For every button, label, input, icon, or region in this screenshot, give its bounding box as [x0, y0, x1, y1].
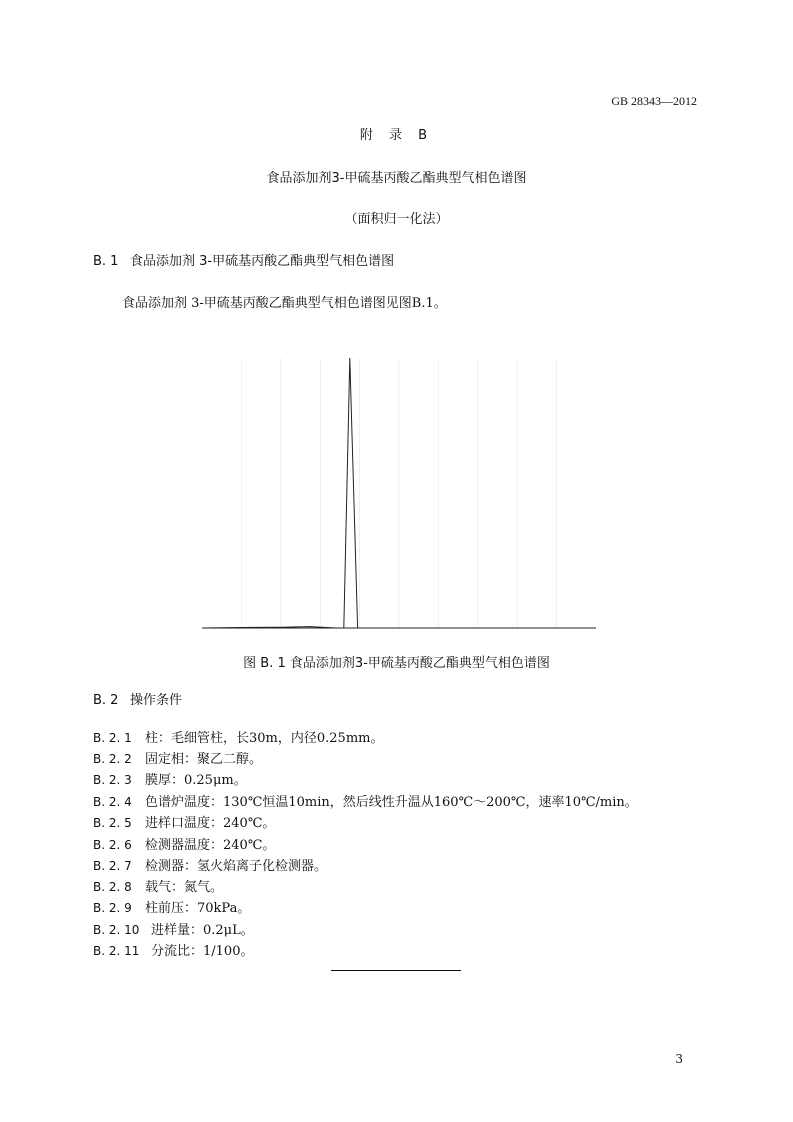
condition-item-number: B. 2. 1 [93, 731, 132, 745]
condition-item-number: B. 2. 3 [93, 773, 132, 787]
end-rule [331, 970, 461, 971]
condition-item [93, 876, 223, 895]
condition-item-text: 分流比：1/100。 [151, 944, 254, 959]
condition-item [93, 855, 327, 874]
section-b1-body: 食品添加剂 3-甲硫基丙酸乙酯典型气相色谱图见图B.1。 [122, 296, 447, 311]
condition-item-text: 柱：毛细管柱，长30m，内径0.25mm。 [145, 731, 384, 746]
condition-item [93, 919, 254, 938]
condition-item-number: B. 2. 11 [93, 944, 140, 958]
condition-item-text: 载气：氮气。 [145, 880, 224, 895]
condition-item-text: 色谱炉温度：130℃恒温10min，然后线性升温从160℃～200℃，速率10℃/min。 [145, 795, 638, 810]
section-b2-number: B. 2 [93, 693, 119, 708]
condition-item-number: B. 2. 10 [93, 923, 140, 937]
condition-item-text: 膜厚：0.25μm。 [145, 773, 247, 788]
condition-item-number: B. 2. 5 [93, 816, 132, 830]
condition-item [93, 727, 383, 746]
section-b2-heading [93, 689, 182, 708]
condition-item [93, 748, 262, 767]
condition-item [93, 897, 250, 916]
condition-item [93, 812, 275, 831]
condition-item-number: B. 2. 2 [93, 752, 132, 766]
section-b1-title: 食品添加剂 3-甲硫基丙酸乙酯典型气相色谱图 [130, 254, 395, 269]
condition-item-number: B. 2. 4 [93, 795, 132, 809]
chart-gridlines [241, 358, 556, 628]
condition-item-number: B. 2. 6 [93, 838, 132, 852]
condition-item-number: B. 2. 7 [93, 859, 132, 873]
standard-code: GB 28343—2012 [611, 94, 697, 108]
section-b2-title: 操作条件 [130, 693, 183, 708]
page-number: 3 [675, 1052, 683, 1066]
condition-item [93, 769, 247, 788]
condition-item-text: 进样量：0.2μL。 [151, 923, 254, 938]
chromatogram-chart [200, 352, 600, 637]
condition-item-text: 柱前压：70kPa。 [145, 901, 251, 916]
condition-item [93, 834, 275, 853]
condition-item-number: B. 2. 9 [93, 901, 132, 915]
section-b1-number: B. 1 [93, 254, 119, 269]
condition-item [93, 940, 253, 959]
figure-caption: 图 B. 1 食品添加剂3-甲硫基丙酸乙酯典型气相色谱图 [243, 656, 550, 671]
condition-item-text: 进样口温度：240℃。 [145, 816, 276, 831]
condition-item-text: 检测器温度：240℃。 [145, 838, 276, 853]
condition-item-text: 检测器：氢火焰离子化检测器。 [145, 859, 328, 874]
appendix-subtitle: （面积归一化法） [344, 212, 449, 227]
condition-item-number: B. 2. 8 [93, 880, 132, 894]
appendix-label: 附 录 B [359, 128, 434, 143]
condition-item [93, 791, 638, 810]
appendix-title: 食品添加剂3-甲硫基丙酸乙酯典型气相色谱图 [266, 171, 527, 186]
condition-item-text: 固定相：聚乙二醇。 [145, 752, 263, 767]
section-b1-heading [93, 250, 394, 269]
